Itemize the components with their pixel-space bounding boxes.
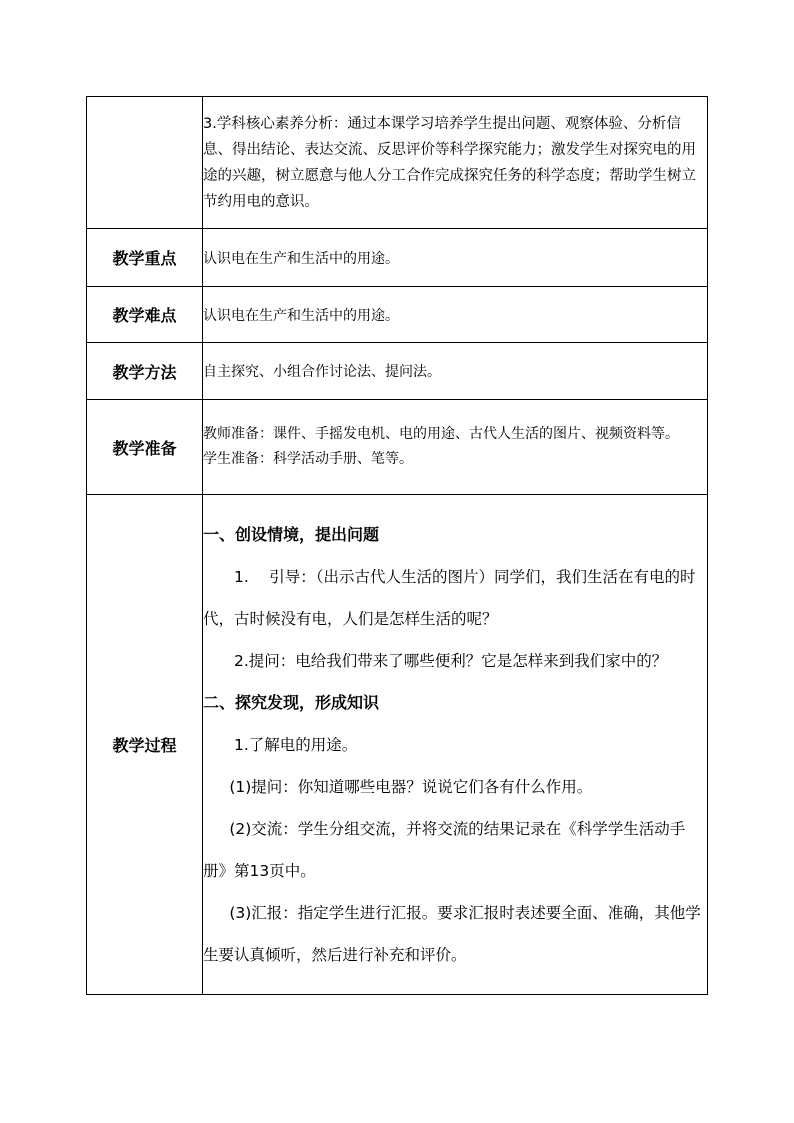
section-2-sub-2: (2)交流：学生分组交流，并将交流的结果记录在《科学学生活动手册》第13页中。 xyxy=(203,819,686,880)
preparation-cell xyxy=(203,400,708,495)
section-1-item-2: 2.提问：电给我们带来了哪些便利？它是怎样来到我们家中的？ xyxy=(234,651,668,670)
core-literacy-text: 3.学科核心素养分析：通过本课学习培养学生提出问题、观察体验、分析信息、得出结论、表达交流、反思评价等科学探究能力；激发学生对探究电的用途的兴趣，树立愿意与他人分工合作完成探究任务的科学态度；帮助学生树立节约用电的意识。 xyxy=(203,115,696,210)
section-2-sub-1: (1)提问：你知道哪些电器？说说它们各有什么作用。 xyxy=(229,777,593,796)
table-row xyxy=(87,287,708,343)
section-2-title: 二、探究发现，形成知识 xyxy=(203,692,380,712)
method-label: 教学方法 xyxy=(87,343,203,400)
table-row xyxy=(87,343,708,400)
table-row xyxy=(87,400,708,495)
preparation-label: 教学准备 xyxy=(87,400,203,495)
process-label: 教学过程 xyxy=(87,495,203,995)
section-2-item-1: 1.了解电的用途。 xyxy=(234,735,358,754)
student-preparation: 学生准备：科学活动手册、笔等。 xyxy=(203,451,413,467)
difficulty-label: 教学难点 xyxy=(87,287,203,343)
key-point-text: 认识电在生产和生活中的用途。 xyxy=(203,229,708,287)
process-cell xyxy=(203,495,708,995)
table-row xyxy=(87,97,708,229)
section-1-title: 一、创设情境，提出问题 xyxy=(203,524,380,544)
method-text: 自主探究、小组合作讨论法、提问法。 xyxy=(203,343,708,400)
table-row xyxy=(87,495,708,995)
core-literacy-cell xyxy=(203,97,708,229)
key-point-label: 教学重点 xyxy=(87,229,203,287)
lesson-plan-table xyxy=(86,96,708,995)
difficulty-text: 认识电在生产和生活中的用途。 xyxy=(203,287,708,343)
table-row xyxy=(87,229,708,287)
section-2-sub-3: (3)汇报：指定学生进行汇报。要求汇报时表述要全面、准确，其他学生要认真倾听，然后进行补充和评价。 xyxy=(203,903,701,964)
teacher-preparation: 教师准备：课件、手摇发电机、电的用途、古代人生活的图片、视频资料等。 xyxy=(203,426,679,442)
section-1-item-1: 1. 引导：（出示古代人生活的图片）同学们，我们生活在有电的时代，古时候没有电，人们是怎样生活的呢？ xyxy=(203,567,696,628)
row-label-empty xyxy=(87,97,203,229)
